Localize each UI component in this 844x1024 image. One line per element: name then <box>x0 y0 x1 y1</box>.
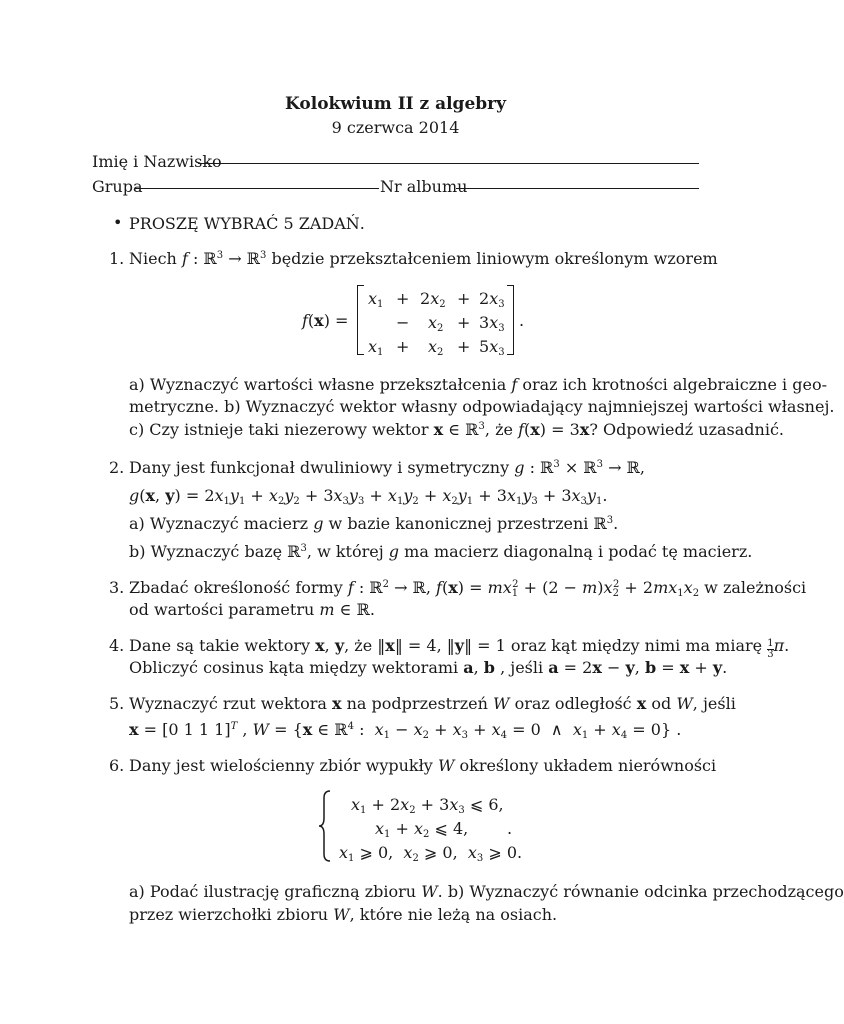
group-field[interactable] <box>135 188 379 189</box>
inequality-3: $x_1$ ⩾ 0, $x_2$ ⩾ 0, $x_3$ ⩾ 0. <box>339 843 523 864</box>
problem-6-part-a: a) Podać ilustrację graficzną zbioru W. b) Wyznaczyć równanie odcinka przechodzącego <box>129 882 844 901</box>
matrix-cell: + <box>396 289 410 308</box>
problem-3-statement: Zbadać określoność formy f : ℝ$^2$ → ℝ, $f(x) = mx_1^2 + (2 - m)x_2^2 + 2mx_1x_2$ w zależności <box>129 578 807 599</box>
problem-4-number: 4. <box>109 636 125 655</box>
problem-1-part-a: a) Wyznaczyć wartości własne przekształcenia f oraz ich krotności algebraiczne i geo- <box>129 375 827 394</box>
exam-date: 9 czerwca 2014 <box>331 118 460 137</box>
matrix-cell: − <box>396 313 410 332</box>
problem-1-part-c: c) Czy istnieje taki niezerowy wektor x ∈ ℝ$^3$, że f(x) = 3x? Odpowiedź uzasadnić. <box>129 420 785 439</box>
instruction-bullet: • <box>113 213 123 232</box>
problem-5-number: 5. <box>109 694 125 713</box>
album-field[interactable] <box>456 188 699 189</box>
problem-6-part-a-cont: przez wierzchołki zbioru W, które nie leżą na osiach. <box>129 905 558 924</box>
matrix-right-bracket <box>507 285 514 355</box>
problem-2-statement: Dany jest funkcjonał dwuliniowy i symetryczny g : ℝ$^3$ × ℝ$^3$ → ℝ, <box>129 458 645 477</box>
matrix-cell: $x_1$ <box>368 289 384 310</box>
problem-4-statement: Dane są takie wektory x, y, że ‖x‖ = 4, ‖y‖ = 1 oraz kąt między nimi ma miarę $\frac{1}{3}$ π. <box>129 636 790 660</box>
problem-5-formula: x = [0 1 1 1]$^T$ , W = {x ∈ ℝ$^4$ : $x_1 - x_2 + x_3 + x_4 = 0$ ∧ $x_1 + x_4 = 0$} . <box>129 720 682 741</box>
problem-4-statement-cont: Obliczyć cosinus kąta między wektorami a, b , jeśli a = 2x − y, b = x + y. <box>129 658 728 677</box>
problem-1-number: 1. <box>109 249 125 268</box>
problem-1-part-b: metryczne. b) Wyznaczyć wektor własny odpowiadający najmniejszej wartości własnej. <box>129 397 835 416</box>
instruction-text: PROSZĘ WYBRAĆ 5 ZADAŃ. <box>129 214 365 233</box>
matrix-period: . <box>519 311 525 330</box>
problem-1-statement: Niech f : ℝ$^3$ → ℝ$^3$ będzie przekształceniem liniowym określonym wzorem <box>129 249 718 268</box>
matrix-cell: $5x_3$ <box>479 337 505 358</box>
inequality-1: $x_1 + 2x_2 + 3x_3$ ⩽ 6, <box>351 795 504 816</box>
matrix-cell: + <box>457 337 471 356</box>
problem-3-number: 3. <box>109 578 125 597</box>
problem-2-formula: g(x, $y) = 2x_1y_1 + x_2y_2 + 3x_3y_3 + x_1y_2 + x_2y_1 + 3x_1y_3 + 3x_3y_1$. <box>129 486 608 507</box>
p1-fx: f(x) = <box>302 311 349 330</box>
problem-2-number: 2. <box>109 458 125 477</box>
problem-2-part-b: b) Wyznaczyć bazę ℝ$^3$, w której g ma macierz diagonalną i podać tę macierz. <box>129 542 753 561</box>
matrix-cell: $x_1$ <box>368 337 384 358</box>
inequality-2: $x_1 + x_2$ ⩽ 4, <box>375 819 469 840</box>
matrix-cell: + <box>457 289 471 308</box>
problem-6-statement: Dany jest wielościenny zbiór wypukły W określony układem nierówności <box>129 756 717 775</box>
problem-5-statement: Wyznaczyć rzut wektora x na podprzestrzeń W oraz odległość x od W, jeśli <box>129 694 736 713</box>
system-period: . <box>507 819 513 838</box>
name-field[interactable] <box>198 163 699 164</box>
matrix-cell: $x_2$ <box>428 337 444 358</box>
problem-6-number: 6. <box>109 756 125 775</box>
matrix-cell: $2x_2$ <box>420 289 446 310</box>
matrix-left-bracket <box>357 285 364 355</box>
system-brace <box>318 790 332 862</box>
matrix-cell: $x_2$ <box>428 313 444 334</box>
matrix-cell: + <box>457 313 471 332</box>
problem-2-part-a: a) Wyznaczyć macierz g w bazie kanonicznej przestrzeni ℝ$^3$. <box>129 514 619 533</box>
name-label: Imię i Nazwisko <box>92 152 222 171</box>
problem-3-statement-cont: od wartości parametru m ∈ ℝ. <box>129 600 375 619</box>
group-label: Grupa <box>92 177 143 196</box>
album-label: Nr albumu <box>380 177 468 196</box>
matrix-cell: + <box>396 337 410 356</box>
page-title: Kolokwium II z algebry <box>285 94 506 114</box>
matrix-cell: $2x_3$ <box>479 289 505 310</box>
matrix-cell: $3x_3$ <box>479 313 505 334</box>
